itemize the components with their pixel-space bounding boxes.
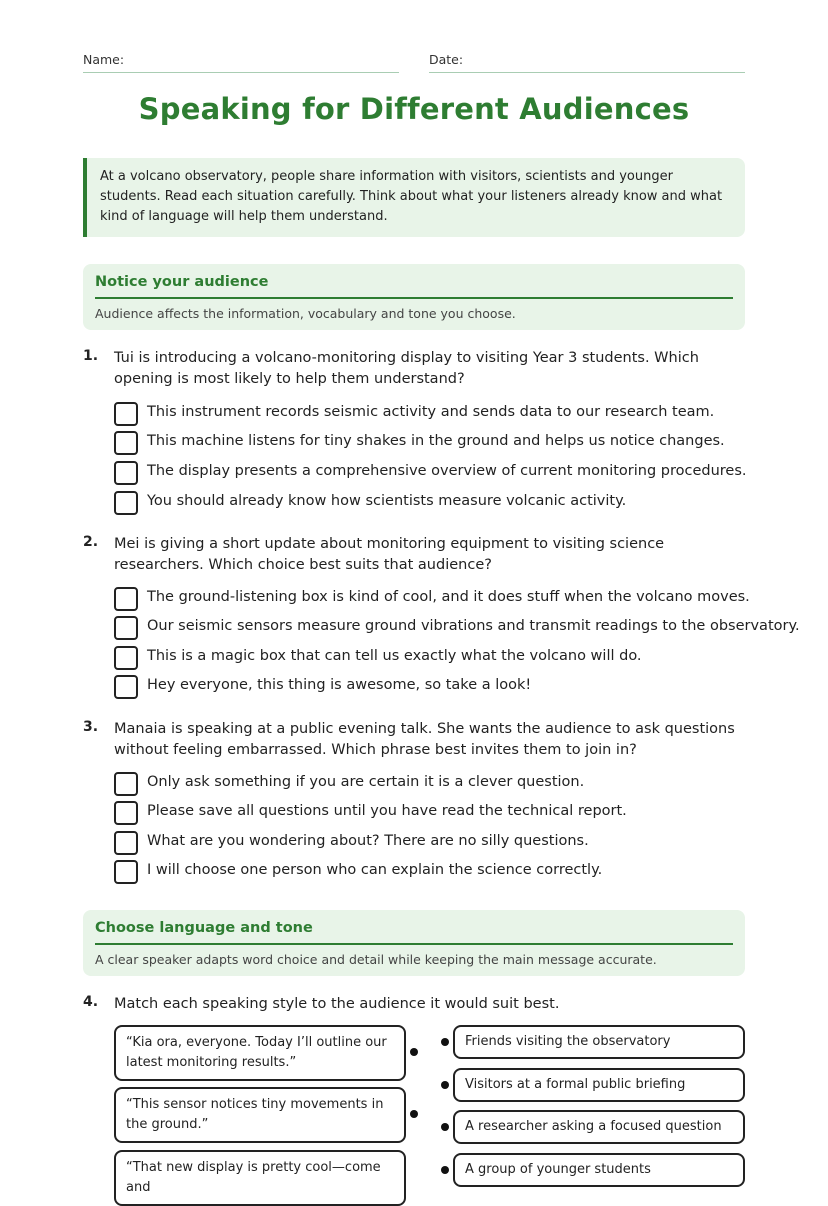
option-label: The display presents a comprehensive overview of current monitoring procedures. (147, 463, 747, 479)
checkbox[interactable] (114, 646, 138, 670)
date-label: Date: (429, 52, 464, 67)
page-title: Speaking for Different Audiences (138, 92, 690, 126)
section-title: Notice your audience (95, 274, 733, 299)
checkbox[interactable] (114, 860, 138, 884)
match-dot-right[interactable] (441, 1038, 449, 1046)
option-label: Hey everyone, this thing is awesome, so take a look! (147, 677, 532, 693)
option-label: Please save all questions until you have read the technical report. (147, 803, 627, 819)
question-number: 1. (83, 348, 99, 364)
option-label: You should already know how scientists measure volcanic activity. (147, 493, 627, 509)
question-text: Manaia is speaking at a public evening talk. She wants the audience to ask questions without feeling embarrassed. Which phrase best invites them to join in? (114, 721, 735, 758)
match-style-card: “That new display is pretty cool—come and (114, 1150, 406, 1206)
checkbox[interactable] (114, 801, 138, 825)
option-label: This instrument records seismic activity and sends data to our research team. (147, 404, 715, 420)
question-text: Tui is introducing a volcano-monitoring display to visiting Year 3 students. Which opening is most likely to help them understand? (114, 350, 699, 387)
section-title: Choose language and tone (95, 920, 733, 945)
option-label: Our seismic sensors measure ground vibrations and transmit readings to the observatory. (147, 618, 800, 634)
option-label: The ground-listening box is kind of cool, and it does stuff when the volcano moves. (147, 589, 750, 605)
question-text: Mei is giving a short update about monitoring equipment to visiting science researchers. Which choice best suits that audience? (114, 536, 665, 573)
name-label: Name: (83, 52, 125, 67)
header-row (83, 52, 745, 74)
match-dot-right[interactable] (441, 1123, 449, 1131)
match-dot-left[interactable] (410, 1110, 418, 1118)
checkbox[interactable] (114, 402, 138, 426)
name-field[interactable] (83, 52, 399, 73)
match-style-card: “Kia ora, everyone. Today I’ll outline our latest monitoring results.” (114, 1025, 406, 1081)
option-label: This machine listens for tiny shakes in the ground and helps us notice changes. (147, 433, 725, 449)
checkbox[interactable] (114, 491, 138, 515)
section-subtitle: Audience affects the information, vocabulary and tone you choose. (95, 306, 516, 321)
checkbox[interactable] (114, 461, 138, 485)
match-dot-right[interactable] (441, 1081, 449, 1089)
question-number: 4. (83, 994, 99, 1010)
match-audience-card: A researcher asking a focused question (453, 1110, 745, 1144)
match-dot-left[interactable] (410, 1048, 418, 1056)
checkbox[interactable] (114, 675, 138, 699)
match-audience-card: Visitors at a formal public briefing (453, 1068, 745, 1102)
section-language-tone (83, 910, 745, 976)
checkbox[interactable] (114, 587, 138, 611)
match-style-card: “This sensor notices tiny movements in the ground.” (114, 1087, 406, 1143)
checkbox[interactable] (114, 616, 138, 640)
date-field[interactable] (429, 52, 745, 73)
question-number: 2. (83, 534, 99, 550)
match-audience-card: A group of younger students (453, 1153, 745, 1187)
question-text: Match each speaking style to the audience it would suit best. (114, 996, 560, 1012)
option-label: Only ask something if you are certain it is a clever question. (147, 774, 585, 790)
intro-box: At a volcano observatory, people share information with visitors, scientists and younger students. Read each situation carefully. Think about what your listeners already know and what kind of language will help them understand. (83, 158, 745, 237)
match-dot-right[interactable] (441, 1166, 449, 1174)
section-notice-audience (83, 264, 745, 330)
checkbox[interactable] (114, 431, 138, 455)
option-label: What are you wondering about? There are no silly questions. (147, 833, 589, 849)
checkbox[interactable] (114, 831, 138, 855)
option-label: I will choose one person who can explain the science correctly. (147, 862, 603, 878)
checkbox[interactable] (114, 772, 138, 796)
question-number: 3. (83, 719, 99, 735)
option-label: This is a magic box that can tell us exactly what the volcano will do. (147, 648, 642, 664)
section-subtitle: A clear speaker adapts word choice and detail while keeping the main message accurate. (95, 952, 657, 967)
match-audience-card: Friends visiting the observatory (453, 1025, 745, 1059)
